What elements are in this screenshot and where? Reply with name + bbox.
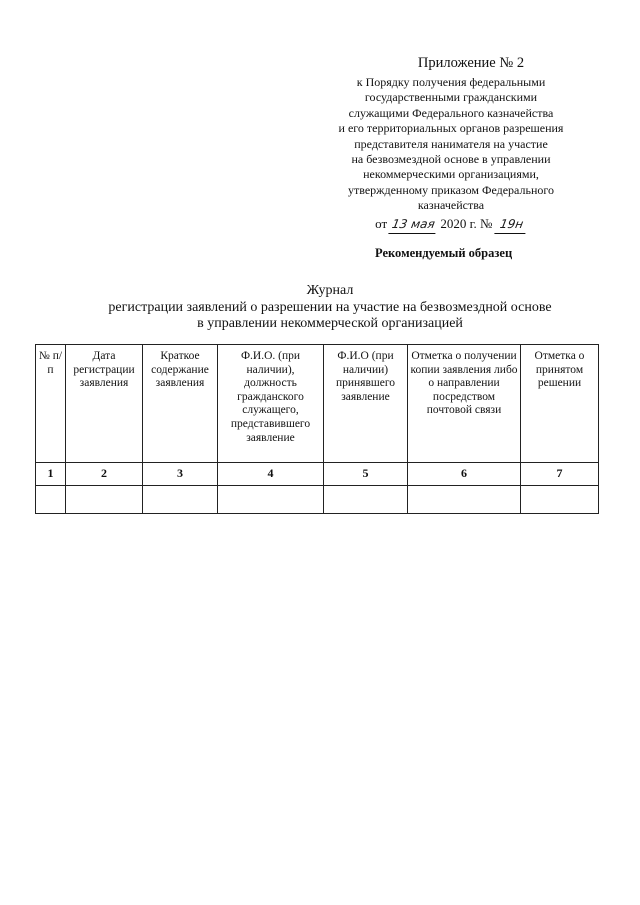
header-cell: Краткое содержание заявления xyxy=(143,345,218,463)
appendix-line: некоммерческими организациями, xyxy=(363,167,539,182)
header-cell: Отметка о получении копии заявления либо о направлении посредством почтовой связи xyxy=(408,345,521,463)
table-row xyxy=(36,486,599,514)
column-number-cell: 6 xyxy=(408,463,521,486)
appendix-line: служащими Федерального казначейства xyxy=(348,105,554,120)
appendix-line: и его территориальных органов разрешения xyxy=(338,121,564,136)
header-cell: Ф.И.О (при наличии) принявшего заявление xyxy=(324,345,408,463)
appendix-line: представителя нанимателя на участие xyxy=(354,136,548,151)
appendix-number: Приложение № 2 xyxy=(417,55,525,71)
column-number-cell: 5 xyxy=(324,463,408,486)
empty-cell xyxy=(66,486,143,514)
appendix-text xyxy=(316,75,586,214)
column-number-cell: 1 xyxy=(36,463,66,486)
appendix-line: к Порядку получения федеральными xyxy=(356,75,546,89)
title-line: в управлении некоммерческой организацией xyxy=(197,316,463,331)
empty-cell xyxy=(143,486,218,514)
handwritten-date: 13 мая xyxy=(389,215,439,234)
header-cell: Отметка о принятом решении xyxy=(521,345,599,463)
appendix-line: утвержденному приказом Федерального xyxy=(348,182,554,197)
table-number-row xyxy=(36,463,599,486)
appendix-line: казначейства xyxy=(417,198,485,213)
header-cell: Дата регистрации заявления xyxy=(66,345,143,463)
date-prefix: от xyxy=(375,215,388,231)
appendix-line: на безвозмездной основе в управлении xyxy=(351,152,551,167)
handwritten-order-number: 19н xyxy=(494,215,528,234)
empty-cell xyxy=(521,486,599,514)
date-year: 2020 г. № xyxy=(440,215,493,231)
column-number-cell: 7 xyxy=(521,463,599,486)
empty-cell xyxy=(218,486,324,514)
title-line: Журнал xyxy=(306,283,354,298)
header-cell: Ф.И.О. (при наличии), должность гражданского служащего, представившего заявление xyxy=(218,345,324,463)
empty-cell xyxy=(408,486,521,514)
journal-title xyxy=(60,283,600,333)
header-cell: № п/п xyxy=(36,345,66,463)
appendix-block xyxy=(316,54,586,234)
appendix-line: государственными гражданскими xyxy=(364,90,538,105)
column-number-cell: 3 xyxy=(143,463,218,486)
empty-cell xyxy=(36,486,66,514)
column-number-cell: 4 xyxy=(218,463,324,486)
journal-table xyxy=(35,344,599,514)
column-number-cell: 2 xyxy=(66,463,143,486)
order-date-line xyxy=(316,215,586,234)
title-line: регистрации заявлений о разрешении на участие на безвозмездной основе xyxy=(108,299,552,315)
table-header-row xyxy=(36,345,599,463)
empty-cell xyxy=(324,486,408,514)
sample-label: Рекомендуемый образец xyxy=(375,246,513,260)
